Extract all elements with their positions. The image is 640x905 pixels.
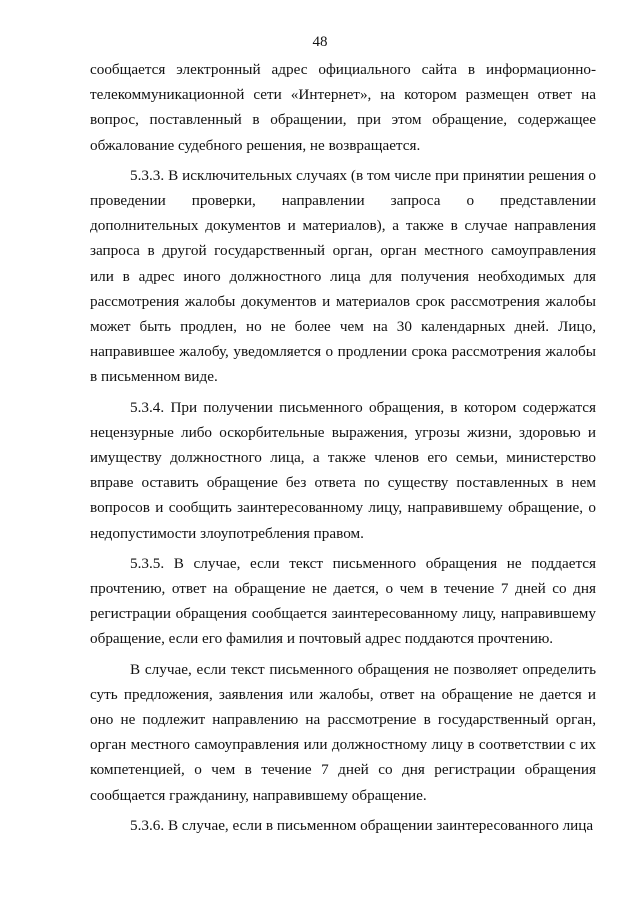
- paragraph-5-3-6: 5.3.6. В случае, если в письменном обращении заинтересованного лица: [130, 816, 594, 834]
- paragraph-5-3-4: 5.3.4. При получении письменного обращения, в котором содержатся нецензурные либо оскорбительные выражения, угрозы жизни, здоровью и имуществу должностного лица, а также членов его семьи, министерство вправе оставить обращение без ответа по существу поставленных в нем вопросов и сообщить заинтересованному лицу, направившему обращение, о недопустимости злоупотребления правом.: [90, 398, 596, 542]
- paragraph-5-3-5: 5.3.5. В случае, если текст письменного обращения не поддается прочтению, ответ на обращение не дается, о чем в течение 7 дней со дня регистрации обращения сообщается заинтересованному лицу, направившему обращение, если его фамилия и почтовый адрес поддаются прочтению.: [90, 554, 596, 648]
- document-body: [90, 57, 596, 843]
- paragraph-5-3-3: 5.3.3. В исключительных случаях (в том числе при принятии решения о проведении проверки, направлении запроса о представлении дополнительных документов и материалов), а также в случае направления запроса в другой государственный орган, орган местного самоуправления или в адрес иного должностного лица для получения необходимых для рассмотрения жалобы документов и материалов срок рассмотрения жалобы может быть продлен, но не более чем на 30 календарных дней. Лицо, направившее жалобу, уведомляется о продлении срока рассмотрения жалобы в письменном виде.: [90, 166, 596, 386]
- paragraph-5-3-5-second: В случае, если текст письменного обращения не позволяет определить суть предложения, заявления или жалобы, ответ на обращение не дается и оно не подлежит направлению на рассмотрение в государственный орган, орган местного самоуправления или должностному лицу в соответствии с их компетенцией, о чем в течение 7 дней со дня регистрации обращения сообщается гражданину, направившему обращение.: [90, 660, 596, 804]
- page-number: 48: [312, 34, 328, 50]
- paragraph-continuation: сообщается электронный адрес официального сайта в информационно-телекоммуникационной сети «Интернет», на котором размещен ответ на вопрос, поставленный в обращении, при этом обращение, содержащее обжалование судебного решения, не возвращается.: [90, 61, 596, 154]
